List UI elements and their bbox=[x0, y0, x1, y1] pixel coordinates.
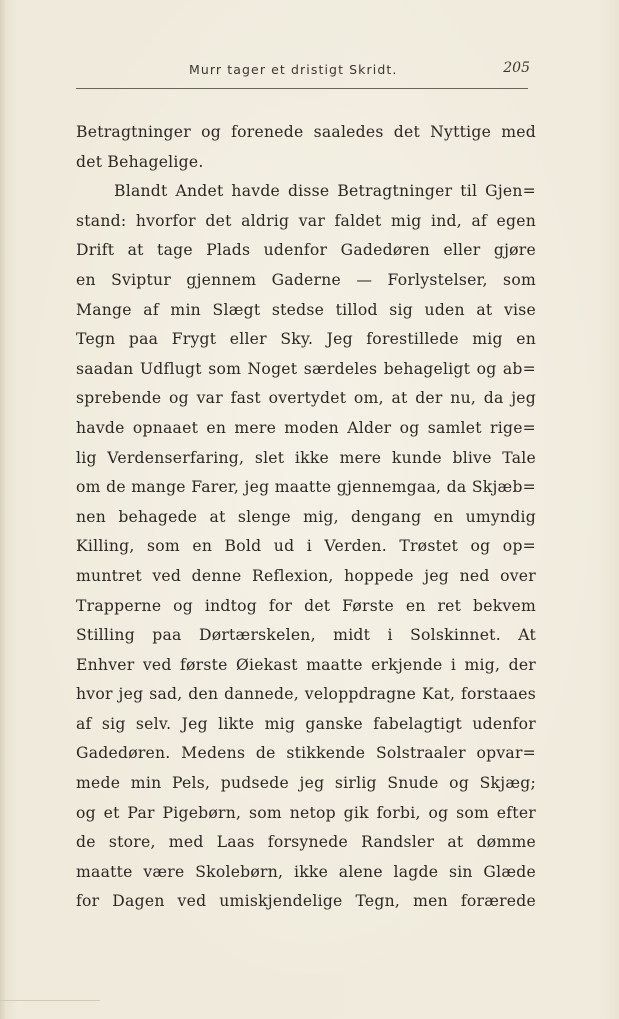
text-line: hvor jeg sad, den dannede, veloppdragne Kat, forstaaes bbox=[76, 685, 536, 704]
text-line: af sig selv. Jeg likte mig ganske fabelagtigt udenfor bbox=[76, 714, 536, 733]
text-line: Blandt Andet havde disse Betragtninger til Gjen= bbox=[114, 182, 536, 201]
text-line: muntret ved denne Reflexion, hoppede jeg ned over bbox=[76, 566, 536, 585]
text-line: Gadedøren. Medens de stikkende Solstraaler opvar= bbox=[76, 744, 536, 763]
header-rule bbox=[76, 88, 528, 89]
text-line: mede min Pels, pudsede jeg sirlig Snude og Skjæg; bbox=[76, 774, 536, 793]
text-line: nen behagede at slenge mig, dengang en umyndig bbox=[76, 507, 536, 526]
text-line: Mange af min Slægt stedse tillod sig uden at vise bbox=[76, 300, 536, 319]
text-line: Killing, som en Bold ud i Verden. Trøstet og op= bbox=[76, 537, 536, 556]
text-line: sprebende og var fast overtydet om, at der nu, da jeg bbox=[76, 389, 536, 408]
page-bottom-edge bbox=[0, 1000, 100, 1009]
page-binding-edge bbox=[0, 0, 6, 1019]
text-line: om de mange Farer, jeg maatte gjennemgaa, da Skjæb= bbox=[76, 478, 536, 497]
text-line: Drift at tage Plads udenfor Gadedøren eller gjøre bbox=[76, 241, 536, 260]
text-line: lig Verdenserfaring, slet ikke mere kunde blive Tale bbox=[76, 448, 536, 467]
text-line: maatte være Skolebørn, ikke alene lagde sin Glæde bbox=[76, 862, 536, 881]
text-line: og et Par Pigebørn, som netop gik forbi, og som efter bbox=[76, 803, 536, 822]
text-line: stand: hvorfor det aldrig var faldet mig ind, af egen bbox=[76, 211, 536, 230]
text-line: havde opnaaet en mere moden Alder og samlet rige= bbox=[76, 418, 536, 437]
text-line: saadan Udflugt som Noget særdeles behageligt og ab= bbox=[76, 359, 536, 378]
text-line: for Dagen ved umiskjendelige Tegn, men forærede bbox=[76, 892, 536, 911]
text-line: en Sviptur gjennem Gaderne — Forlystelser, som bbox=[76, 270, 536, 289]
text-line: de store, med Laas forsynede Randsler at dømme bbox=[76, 833, 536, 852]
text-line: det Behagelige. bbox=[76, 152, 204, 171]
page-header bbox=[76, 60, 536, 86]
text-line: Betragtninger og forenede saaledes det Nyttige med bbox=[76, 123, 536, 141]
text-line: Trapperne og indtog for det Første en ret bekvem bbox=[76, 596, 536, 615]
text-line: Stilling paa Dørtærskelen, midt i Solskinnet. At bbox=[76, 626, 536, 645]
body-text bbox=[76, 118, 536, 917]
text-line: Enhver ved første Øiekast maatte erkjende i mig, der bbox=[76, 655, 536, 674]
page-number: 205 bbox=[503, 60, 530, 76]
running-title: Murr tager et dristigt Skridt. bbox=[189, 62, 398, 77]
text-line: Tegn paa Frygt eller Sky. Jeg forestillede mig en bbox=[76, 330, 536, 349]
